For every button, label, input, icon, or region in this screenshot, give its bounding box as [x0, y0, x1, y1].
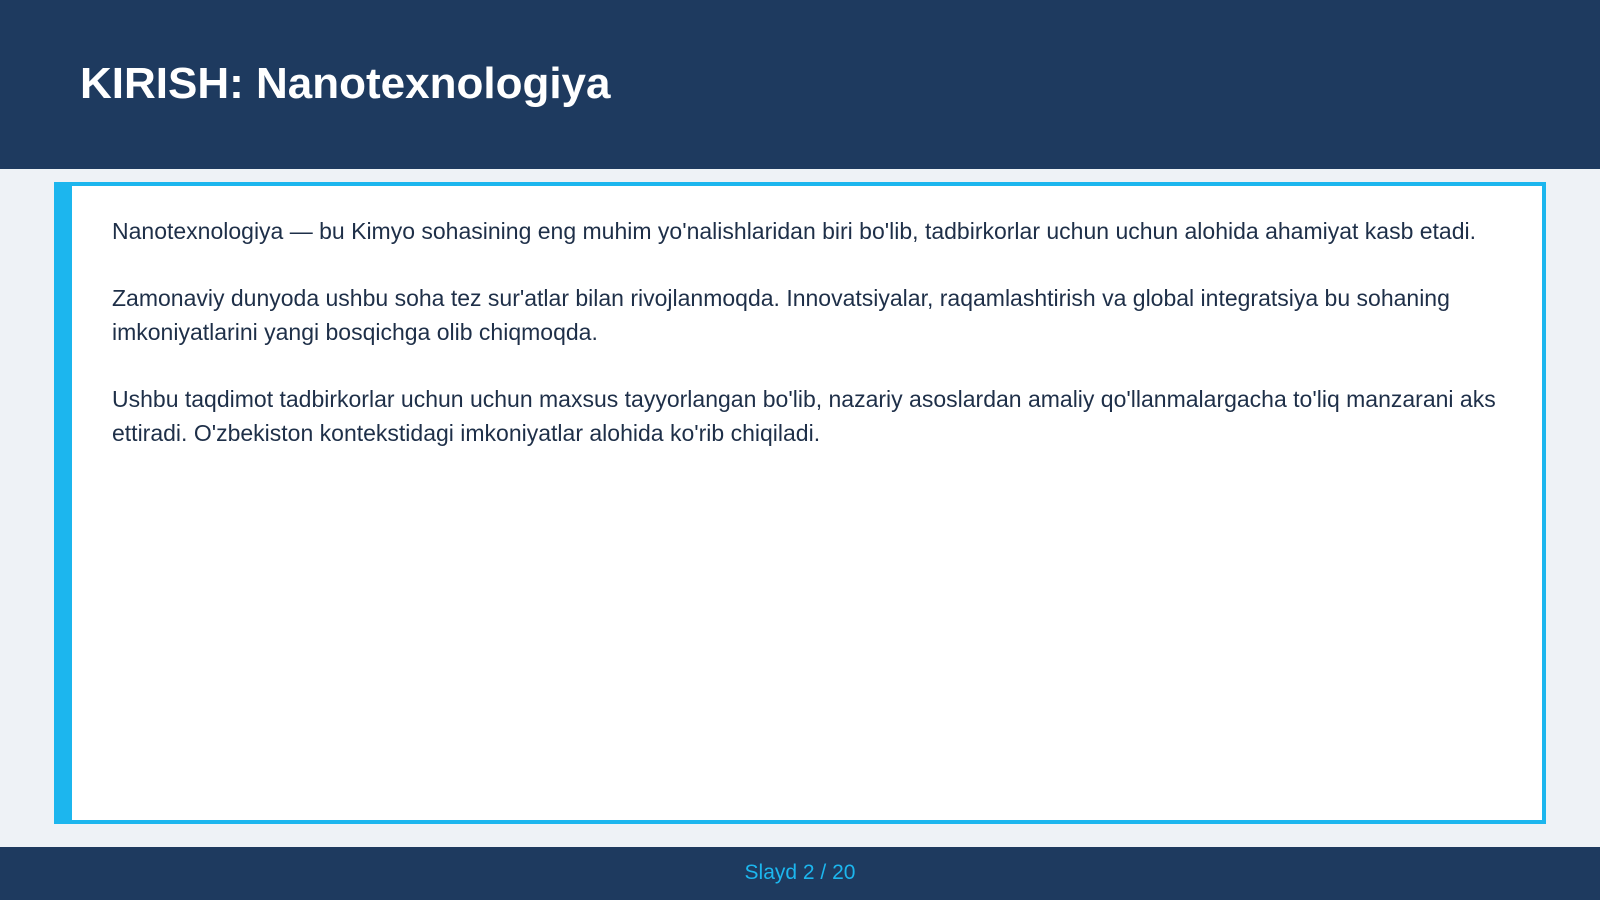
slide-title: KIRISH: Nanotexnologiya — [80, 59, 611, 108]
content-card — [54, 182, 1546, 824]
slide-body — [112, 214, 1508, 483]
slide-header — [0, 0, 1600, 169]
intro-paragraph: Nanotexnologiya — bu Kimyo sohasining eng muhim yo'nalishlaridan biri bo'lib, tadbirkorlar uchun uchun alohida ahamiyat kasb etadi. — [112, 218, 1477, 244]
development-paragraph: Zamonaviy dunyoda ushbu soha tez sur'atlar bilan rivojlanmoqda. Innovatsiyalar, raqamlashtirish va global integratsiya bu sohaning imkoniyatlarini yangi bosqichga olib chiqmoqda. — [112, 285, 1450, 345]
slide-counter: Slayd 2 / 20 — [744, 861, 856, 884]
slide-footer — [0, 847, 1600, 900]
purpose-paragraph: Ushbu taqdimot tadbirkorlar uchun uchun maxsus tayyorlangan bo'lib, nazariy asoslardan amaliy qo'llanmalargacha to'liq manzarani aks ettiradi. O'zbekiston kontekstidagi imkoniyatlar alohida ko'rib chiqiladi. — [112, 386, 1496, 446]
